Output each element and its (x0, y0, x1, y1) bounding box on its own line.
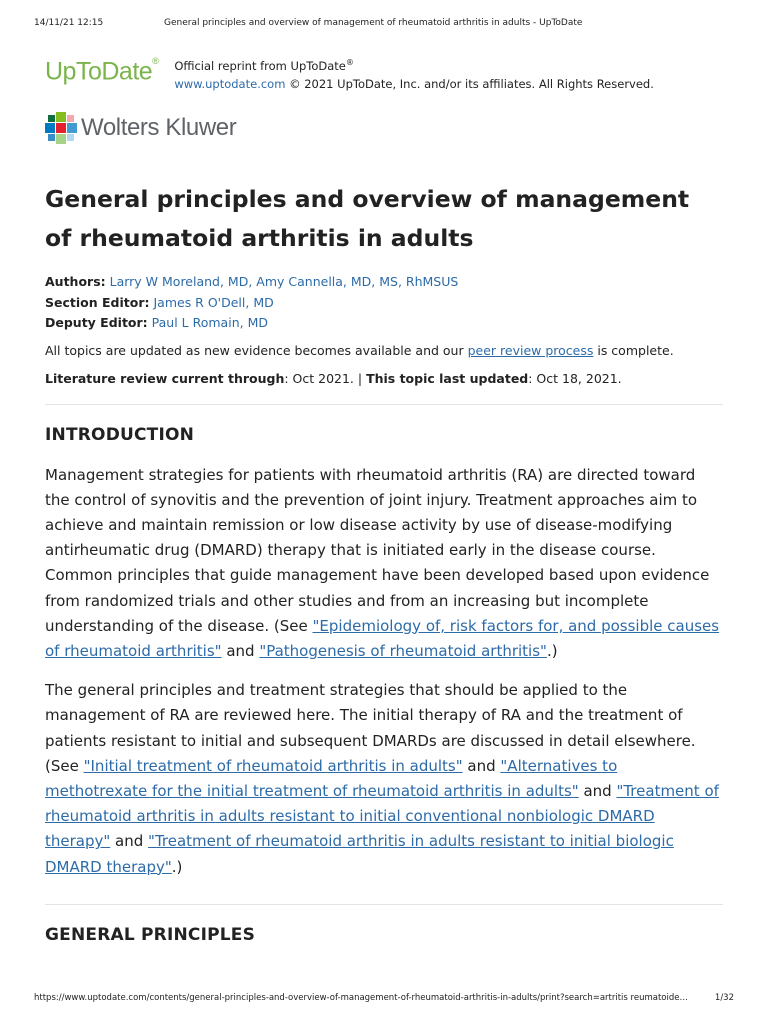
section-editor-link[interactable]: James R O'Dell, MD (153, 294, 274, 310)
authors-link[interactable]: Larry W Moreland, MD, Amy Cannella, MD, MS, RhMSUS (109, 274, 459, 289)
peer-review-link[interactable]: peer review process (467, 342, 594, 358)
link-pathogenesis[interactable]: "Pathogenesis of rheumatoid arthritis" (259, 641, 547, 660)
deputy-editor-link[interactable]: Paul L Romain, MD (151, 315, 268, 330)
print-header (34, 18, 734, 28)
publisher-name: Wolters Kluwer (81, 114, 237, 141)
link-resistant-biologic[interactable]: "Treatment of rheumatoid arthritis in adults resistant to initial biologic DMARD therapy" (45, 832, 674, 876)
update-note: All topics are updated as new evidence becomes available and our peer review process is complete. (45, 342, 674, 358)
intro-paragraph-2: The general principles and treatment strategies that should be applied to the management of RA are reviewed here. The initial therapy of RA and the treatment of patients resistant to initial and subsequent DMARDs are discussed in detail elsewhere. (See "Initial treatment of rheumatoid arthritis in adults" and "Alternatives to methotrexate for the initial treatment of rheumatoid arthritis in adults" and "Treatment of rheumatoid arthritis in adults resistant to initial conventional nonbiologic DMARD therapy" and "Treatment of rheumatoid arthritis in adults resistant to initial biologic DMARD therapy".) (45, 681, 719, 876)
authors-row: Authors: Larry W Moreland, MD, Amy Cannella, MD, MS, RhMSUS (45, 274, 459, 289)
intro-paragraph-1: Management strategies for patients with rheumatoid arthritis (RA) are directed toward the control of synovitis and the prevention of joint injury. Treatment approaches aim to achieve and maintain remission or low disease activity by use of disease-modifying antirheumatic drug (DMARD) therapy that is initiated early in the disease course. Common principles that guide management have been developed based upon evidence from randomized trials and other studies and from an increasing but incomplete understanding of the disease. (See "Epidemiology of, risk factors for, and possible causes of rheumatoid arthritis" and "Pathogenesis of rheumatoid arthritis".) (45, 465, 720, 660)
uptodate-logo: UpToDate® (45, 56, 159, 86)
reprint-line: Official reprint from UpToDate® (174, 58, 354, 73)
reprint-notice (174, 54, 654, 93)
site-link[interactable]: www.uptodate.com (174, 76, 286, 91)
deputy-editor-row: Deputy Editor: Paul L Romain, MD (45, 315, 268, 330)
page-number: 1/32 (714, 993, 734, 1003)
article-title: General principles and overview of management of rheumatoid arthritis in adults (45, 185, 690, 252)
link-resistant-nonbiologic[interactable]: "Treatment of rheumatoid arthritis in adults resistant to initial conventional nonbiologic DMARD therapy" (45, 781, 719, 851)
section-heading-introduction: INTRODUCTION (45, 424, 195, 445)
wolters-kluwer-mark-icon (45, 112, 77, 144)
literature-review-line: Literature review current through: Oct 2021. | This topic last updated: Oct 18, 2021. (45, 370, 622, 386)
publisher-logo (45, 112, 236, 144)
link-alternatives-methotrexate[interactable]: "Alternatives to methotrexate for the initial treatment of rheumatoid arthritis in adults" (45, 756, 618, 800)
link-initial-treatment[interactable]: "Initial treatment of rheumatoid arthritis in adults" (83, 756, 463, 775)
print-footer (34, 993, 734, 1003)
section-editor-row: Section Editor: James R O'Dell, MD (45, 294, 274, 310)
article-meta (45, 272, 723, 334)
article-content (45, 180, 723, 945)
divider (45, 904, 723, 905)
link-epidemiology[interactable]: "Epidemiology of, risk factors for, and possible causes of rheumatoid arthritis" (45, 616, 720, 660)
copyright-line: www.uptodate.com © 2021 UpToDate, Inc. and/or its affiliates. All Rights Reserved. (174, 76, 654, 91)
print-datetime: 14/11/21 12:15 (34, 18, 104, 28)
print-url: https://www.uptodate.com/contents/general-principles-and-overview-of-management-of-rheumatoid-arthritis-in-adults/print?search=artritis reumatoide… (34, 993, 688, 1003)
brand-row (45, 52, 654, 93)
section-heading-general-principles: GENERAL PRINCIPLES (45, 924, 256, 945)
print-title: General principles and overview of management of rheumatoid arthritis in adults - UpToDate (164, 18, 583, 28)
divider (45, 404, 723, 405)
